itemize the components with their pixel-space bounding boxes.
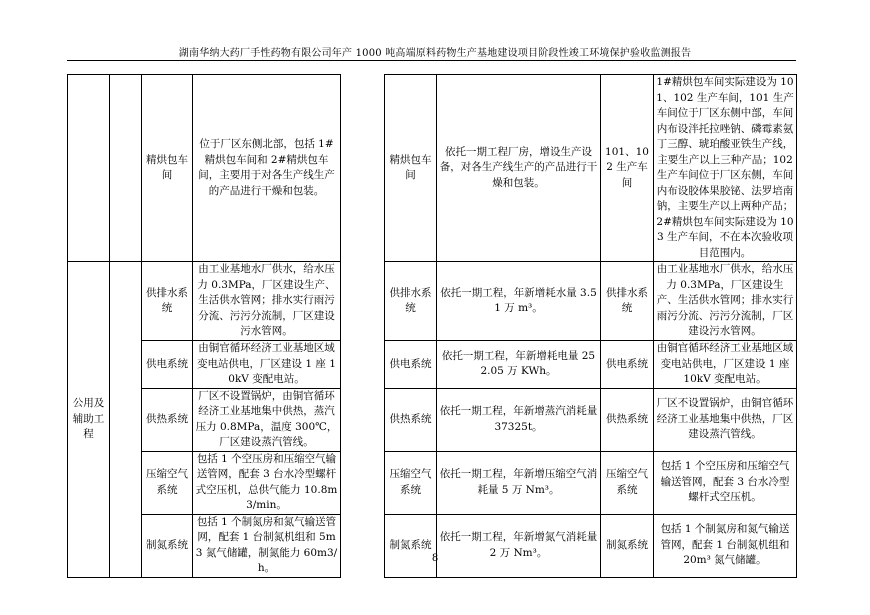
planned-content-cell: 由工业基地水厂供水，给水压力 0.3MPa，厂区建设生产、生活供水管网；排水实行雨污分流、污污分流制，厂区建设污水管网。 bbox=[193, 262, 341, 341]
actual-content-cell: 包括 1 个制氮房和氮气输送管网，配套 1 台制氮机组和 20m³ 氮气储罐。 bbox=[654, 514, 797, 577]
table-row bbox=[68, 514, 797, 577]
phase-name-cell: 精烘包车间 bbox=[385, 75, 437, 262]
actual-name-cell: 供排水系统 bbox=[601, 262, 654, 341]
actual-content-cell: 包括 1 个空压房和压缩空气输送管网，配套 3 台水冷型螺杆式空压机。 bbox=[654, 451, 797, 514]
table-row bbox=[68, 75, 797, 262]
planned-content-cell: 包括 1 个制氮房和氮气输送管网，配套 1 台制氮机组和 5m3 氮气储罐，制氮能力 60m3/h。 bbox=[193, 514, 341, 577]
planned-content-cell: 厂区不设置锅炉，由铜官循环经济工业基地集中供热，蒸汽压力 0.8MPa，温度 300℃，厂区建设蒸汽管线。 bbox=[193, 388, 341, 451]
table-row bbox=[68, 451, 797, 514]
project-comparison-table bbox=[67, 74, 797, 578]
blank-cell bbox=[110, 262, 142, 578]
category-cell-top bbox=[68, 75, 110, 262]
phase-content-cell: 依托一期工程，年新增蒸汽消耗量 37325t。 bbox=[437, 388, 601, 451]
actual-name-cell: 101、102 生产车间 bbox=[601, 75, 654, 262]
report-header: 湖南华纳大药厂手性药物有限公司年产 1000 吨高端原料药物生产基地建设项目阶段性竣工环境保护验收监测报告 bbox=[178, 48, 692, 59]
actual-content-cell: 厂区不设置锅炉，由铜官循环经济工业基地集中供热，厂区建设蒸汽管线。 bbox=[654, 388, 797, 451]
phase-content-cell: 依托一期工程，年新增压缩空气消耗量 5 万 Nm³。 bbox=[437, 451, 601, 514]
item-name-cell: 制氮系统 bbox=[142, 514, 193, 577]
actual-name-cell: 供电系统 bbox=[601, 341, 654, 389]
phase-content-cell: 依托一期工程，年新增耗水量 3.51 万 m³。 bbox=[437, 262, 601, 341]
phase-content-cell: 依托一期工程厂房，增设生产设备，对各生产线生产的产品进行干燥和包装。 bbox=[437, 75, 601, 262]
gap-cell bbox=[341, 75, 385, 262]
actual-content-cell: 1#精烘包车间实际建设为 101、102 生产车间，101 生产车间位于厂区东侧中部，车间内布设泮托拉唑钠、磷霉素氨丁三醇、琥珀酸亚铁生产线，主要生产以上三种产品；102 生产车间位于厂区东侧，车间内布设胶体果胶铋、法罗培南钠，主要生产以上两种产品；2#精烘包车间实际建设为 103 生产车间，不在本次验收项目范围内。 bbox=[654, 75, 797, 262]
phase-content-cell: 依托一期工程，年新增耗电量 252.05 万 KWh。 bbox=[437, 341, 601, 389]
planned-content-cell: 包括 1 个空压房和压缩空气输送管网，配套 3 台水冷型螺杆式空压机，总供气能力 10.8m3/min。 bbox=[193, 451, 341, 514]
actual-name-cell: 制氮系统 bbox=[601, 514, 654, 577]
phase-content-cell: 依托一期工程，年新增氮气消耗量 2 万 Nm³。 bbox=[437, 514, 601, 577]
item-name-cell: 供电系统 bbox=[142, 341, 193, 389]
item-name-cell: 供热系统 bbox=[142, 388, 193, 451]
table-row bbox=[68, 388, 797, 451]
table-row bbox=[68, 262, 797, 341]
planned-content-cell: 位于厂区东侧北部，包括 1#精烘包车间和 2#精烘包车间，主要用于对各生产线生产的产品进行干燥和包装。 bbox=[193, 75, 341, 262]
blank-cell bbox=[110, 75, 142, 262]
phase-name-cell: 供电系统 bbox=[385, 341, 437, 389]
phase-name-cell: 压缩空气系统 bbox=[385, 451, 437, 514]
gap-cell bbox=[341, 262, 385, 341]
phase-name-cell: 供热系统 bbox=[385, 388, 437, 451]
actual-content-cell: 由工业基地水厂供水，给水压力 0.3MPa，厂区建设生产、生活供水管网；排水实行雨污分流、污污分流制，厂区建设污水管网。 bbox=[654, 262, 797, 341]
phase-name-cell: 制氮系统 bbox=[385, 514, 437, 577]
phase-name-cell: 供排水系统 bbox=[385, 262, 437, 341]
actual-name-cell: 压缩空气系统 bbox=[601, 451, 654, 514]
item-name-cell: 压缩空气系统 bbox=[142, 451, 193, 514]
gap-cell bbox=[341, 341, 385, 389]
gap-cell bbox=[341, 388, 385, 451]
gap-cell bbox=[341, 514, 385, 577]
actual-name-cell: 供热系统 bbox=[601, 388, 654, 451]
header-divider bbox=[67, 60, 796, 61]
planned-content-cell: 由铜官循环经济工业基地区域变电站供电，厂区建设 1 座 10kV 变配电站。 bbox=[193, 341, 341, 389]
gap-cell bbox=[341, 451, 385, 514]
page-number: 8 bbox=[431, 553, 439, 564]
item-name-cell: 供排水系统 bbox=[142, 262, 193, 341]
actual-content-cell: 由铜官循环经济工业基地区域变电站供电，厂区建设 1 座 10kV 变配电站。 bbox=[654, 341, 797, 389]
category-cell: 公用及辅助工程 bbox=[68, 262, 110, 578]
item-name-cell: 精烘包车间 bbox=[142, 75, 193, 262]
table-row bbox=[68, 341, 797, 389]
